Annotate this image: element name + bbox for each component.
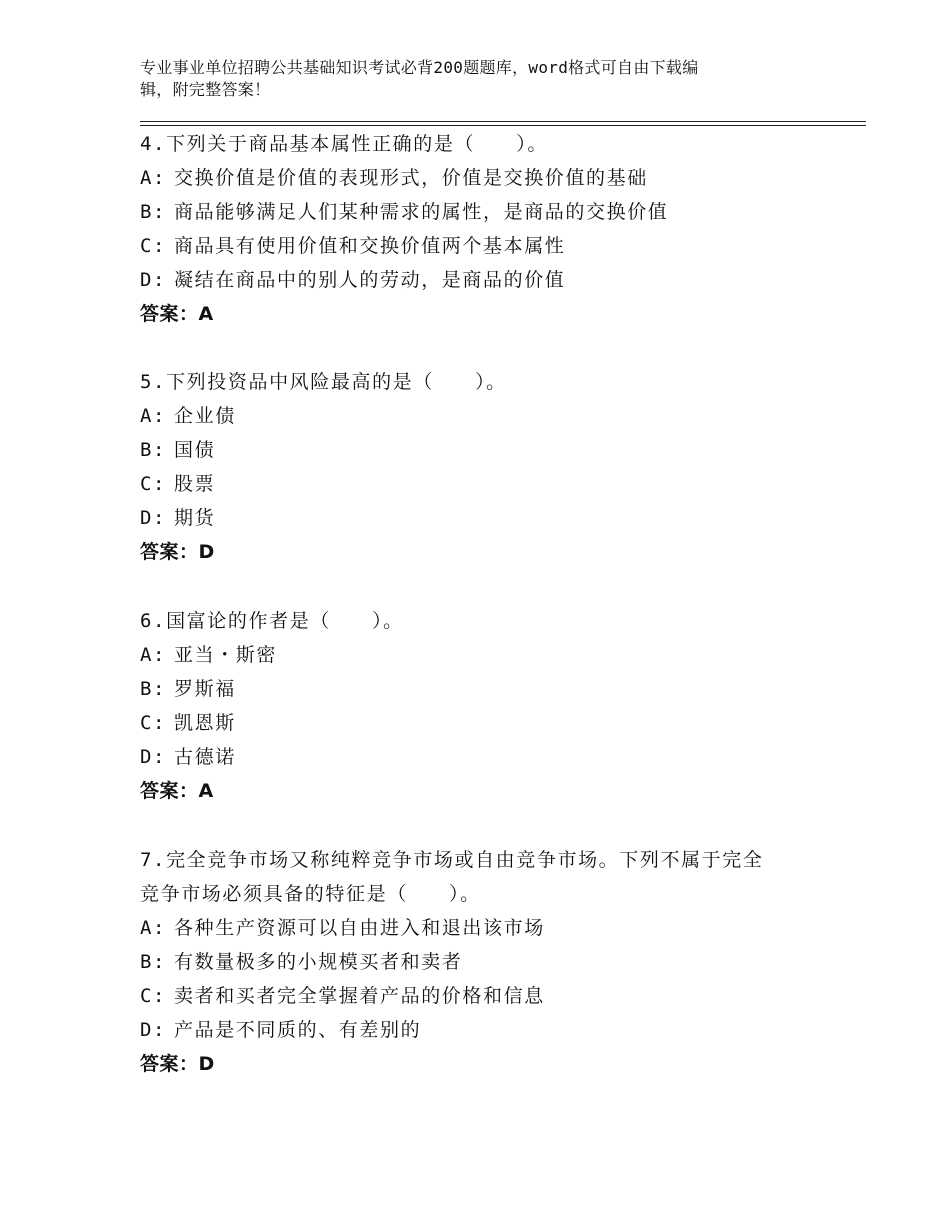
document-header: [140, 57, 790, 101]
answer-label: 答案：A: [140, 303, 214, 325]
option-c: [140, 467, 810, 501]
header-line-2: 辑，附完整答案！: [140, 80, 271, 99]
option-key: C:: [140, 985, 167, 1007]
option-key: D:: [140, 1019, 167, 1041]
option-key: A:: [140, 644, 167, 666]
question-6: [140, 604, 810, 808]
option-text: 产品是不同质的、有差别的: [174, 1019, 422, 1041]
option-text: 期货: [174, 507, 216, 529]
option-text: 国债: [174, 439, 216, 461]
option-key: B:: [140, 201, 167, 223]
option-key: D:: [140, 269, 167, 291]
option-text: 亚当・斯密: [174, 644, 278, 666]
option-text: 股票: [174, 473, 216, 495]
option-text: 商品能够满足人们某种需求的属性，是商品的交换价值: [174, 201, 669, 223]
option-key: A:: [140, 917, 167, 939]
option-text: 各种生产资源可以自由进入和退出该市场: [174, 917, 545, 939]
option-b: [140, 195, 810, 229]
question-7: [140, 843, 810, 1081]
answer-label: 答案：A: [140, 780, 214, 802]
option-d: [140, 501, 810, 535]
option-b: [140, 672, 810, 706]
option-c: [140, 979, 810, 1013]
option-text: 有数量极多的小规模买者和卖者: [174, 951, 463, 973]
option-a: [140, 399, 810, 433]
option-c: [140, 229, 810, 263]
option-key: C:: [140, 712, 167, 734]
option-text: 商品具有使用价值和交换价值两个基本属性: [174, 235, 566, 257]
option-text: 交换价值是价值的表现形式，价值是交换价值的基础: [174, 167, 648, 189]
question-4: [140, 127, 810, 331]
option-text: 凯恩斯: [174, 712, 236, 734]
option-text: 企业债: [174, 405, 236, 427]
question-5: [140, 365, 810, 569]
option-d: [140, 1013, 810, 1047]
option-d: [140, 740, 810, 774]
question-stem-line-1: 7.完全竞争市场又称纯粹竞争市场或自由竞争市场。下列不属于完全: [140, 849, 764, 871]
answer-label: 答案：D: [140, 541, 215, 563]
option-key: C:: [140, 235, 167, 257]
option-key: D:: [140, 507, 167, 529]
answer-label: 答案：D: [140, 1053, 215, 1075]
option-b: [140, 945, 810, 979]
option-key: D:: [140, 746, 167, 768]
header-divider-top: [140, 121, 866, 122]
header-divider-bottom: [140, 125, 866, 126]
option-key: B:: [140, 951, 167, 973]
option-c: [140, 706, 810, 740]
option-key: C:: [140, 473, 167, 495]
option-a: [140, 911, 810, 945]
option-a: [140, 161, 810, 195]
question-stem-line-2: 竞争市场必须具备的特征是（ ）。: [140, 883, 481, 905]
option-text: 凝结在商品中的别人的劳动，是商品的价值: [174, 269, 566, 291]
option-a: [140, 638, 810, 672]
option-text: 卖者和买者完全掌握着产品的价格和信息: [174, 985, 545, 1007]
option-key: A:: [140, 405, 167, 427]
option-text: 古德诺: [174, 746, 236, 768]
option-key: B:: [140, 439, 167, 461]
header-line-1: 专业事业单位招聘公共基础知识考试必背200题题库，word格式可自由下载编: [140, 58, 699, 77]
option-d: [140, 263, 810, 297]
option-key: B:: [140, 678, 167, 700]
option-key: A:: [140, 167, 167, 189]
question-stem: 5.下列投资品中风险最高的是（ ）。: [140, 371, 507, 393]
option-text: 罗斯福: [174, 678, 236, 700]
question-stem: 6.国富论的作者是（ ）。: [140, 610, 404, 632]
option-b: [140, 433, 810, 467]
question-stem: 4.下列关于商品基本属性正确的是（ ）。: [140, 133, 548, 155]
